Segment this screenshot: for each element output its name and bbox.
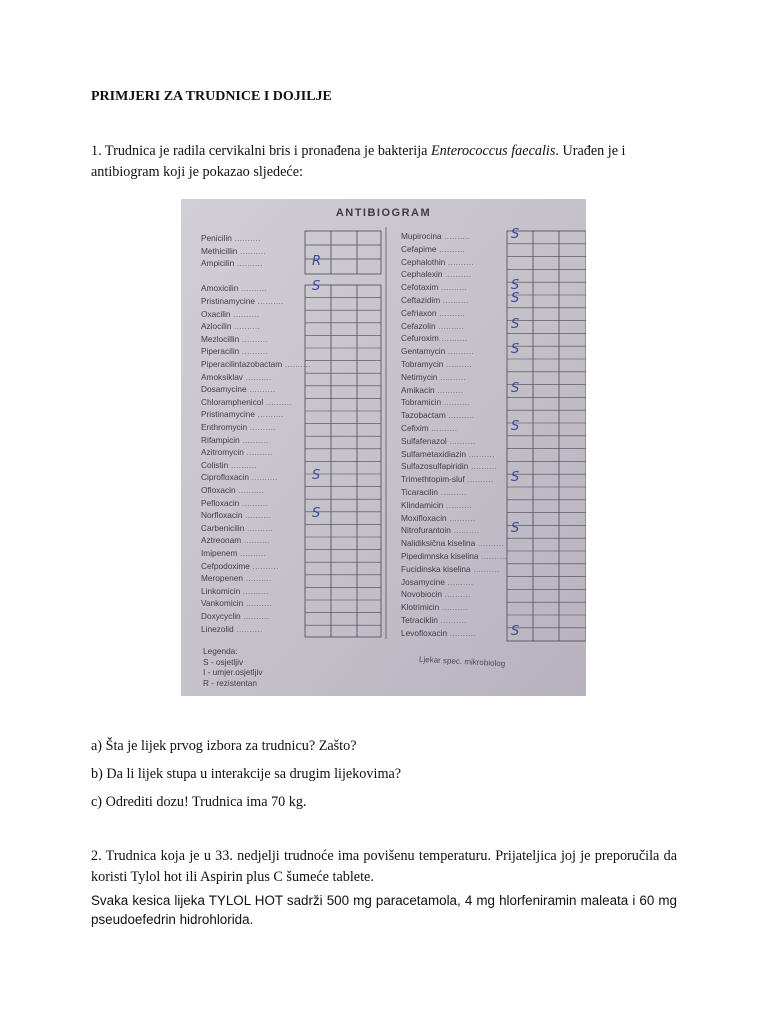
dot-leader: .......... [237, 245, 267, 256]
dot-leader: .......... [242, 510, 272, 521]
antibiotic-row [401, 601, 468, 613]
antibiotic-row [201, 257, 263, 269]
dot-leader: .......... [441, 231, 471, 241]
antibiotic-row [401, 550, 507, 562]
dot-leader: .......... [263, 396, 292, 407]
antibiotic-name: Ofloxacin [201, 485, 236, 495]
dot-leader: .......... [239, 497, 268, 508]
antibiotic-name: Cefazolin [401, 320, 436, 331]
question-a: a) Šta je lijek prvog izbora za trudnicu? Zašto? [91, 738, 357, 754]
antibiotic-row [201, 610, 269, 622]
antibiotic-name: Imipenem [201, 548, 238, 558]
dot-leader: .......... [247, 422, 276, 432]
antibiotic-row [401, 294, 469, 306]
antibiotic-row [401, 627, 476, 639]
sensitivity-mark: S [511, 291, 520, 306]
antibiotic-row [201, 345, 268, 357]
antibiotic-row [401, 320, 464, 332]
antibiotic-row [201, 623, 262, 635]
dot-leader: .......... [246, 384, 276, 395]
question-2: 2. Trudnica koja je u 33. nedjelji trudnoće ima povišenu temperaturu. Prijateljica joj je preporučila da koristi Tylol hot ili Aspirin plus C šumeće tablete. [91, 848, 677, 885]
sensitivity-mark: S [511, 342, 520, 358]
dot-leader: .......... [239, 333, 268, 344]
dot-leader: .......... [240, 585, 269, 596]
antibiotic-name: Amoxicilin [201, 283, 239, 294]
dot-leader: .......... [434, 384, 464, 395]
dot-leader: .......... [239, 346, 268, 357]
sensitivity-mark: S [312, 506, 321, 522]
dot-leader: .......... [443, 359, 473, 369]
antibiotic-name: Pristinamycine [201, 296, 255, 306]
antibiotic-row [401, 537, 504, 549]
dot-leader: .......... [466, 448, 495, 459]
antibiotic-row [401, 256, 474, 268]
antibiotic-name: Aztreonam [201, 535, 242, 546]
antibiotic-name: Amoksiklav [201, 371, 243, 382]
antibiotic-row [201, 282, 267, 294]
antibiogram-photo [181, 199, 586, 696]
question-1-text: 1. Trudnica je radila cervikalni bris i pronađena je bakterija [91, 143, 431, 159]
dot-leader: .......... [235, 485, 265, 495]
antibiotic-row [401, 499, 472, 511]
antibiotic-row [201, 585, 269, 597]
antibiotic-row [401, 422, 457, 434]
antibiotic-row [201, 471, 278, 483]
antibiotic-name: Penicilin [201, 233, 232, 243]
sensitivity-mark: S [511, 419, 520, 434]
antibiotic-row [401, 281, 467, 293]
antibiotic-row [201, 333, 268, 345]
signature-label: Ljekar spec. mikrobiolog [418, 654, 506, 669]
sensitivity-mark: S [511, 623, 520, 639]
antibiotic-name: Mezlocillin [201, 333, 240, 344]
antibiotic-row [201, 421, 276, 433]
dot-leader: .......... [446, 435, 476, 446]
dot-leader: .......... [231, 321, 261, 332]
legend-title: Legenda: [203, 646, 238, 656]
antibiotic-name: Linezolid [201, 623, 234, 634]
antibiotic-row [201, 497, 268, 509]
antibiotic-name: Linkomicin [201, 585, 241, 596]
antibiotic-name: Klindamicin [401, 499, 444, 510]
dot-leader: .......... [234, 258, 263, 269]
antibiotic-row [401, 409, 474, 421]
dot-leader: .......... [437, 615, 467, 625]
antibiotic-name: Methicillin [201, 245, 238, 256]
antibiotic-name: Oxacilin [201, 308, 231, 319]
dot-leader: .......... [437, 371, 467, 382]
antibiotic-row [401, 588, 471, 600]
dot-leader: .......... [464, 474, 494, 485]
antibiotic-row [401, 396, 470, 408]
antibiotic-name: Chloramphenicol [201, 396, 264, 407]
antibiotic-name: Pristinamycine [201, 409, 255, 420]
antibiotic-name: Piperacilintazobactam [201, 359, 283, 369]
dot-leader: .......... [444, 576, 474, 587]
dot-leader: .......... [435, 320, 465, 331]
antibiotic-row [401, 230, 470, 242]
dot-leader: .......... [231, 233, 261, 243]
antibiotic-row [201, 534, 270, 546]
antibiotic-name: Norfloxacin [201, 510, 243, 521]
antibiotic-name: Cefuroxim [401, 333, 439, 344]
dot-leader: .......... [445, 410, 475, 421]
antibiotic-name: Cephalexin [401, 269, 443, 280]
page-title: PRIMJERI ZA TRUDNICE I DOJILJE [91, 89, 332, 104]
antibiotic-row [401, 345, 474, 357]
dot-leader: .......... [475, 538, 504, 549]
dot-leader: .......... [436, 307, 466, 318]
antibiotic-name: Amikacin [401, 384, 435, 395]
question-1 [91, 141, 677, 183]
antibiotic-row [201, 434, 268, 446]
antibiotic-row [201, 295, 284, 307]
antibiotic-row [201, 383, 275, 395]
question-2-detail: Svaka kesica lijeka TYLOL HOT sadrži 500 mg paracetamola, 4 mg hlorfeniramin maleata i 60 mg pseudoefedrin hidrohlorida. [91, 893, 677, 927]
antibiotic-name: Josamycine [401, 576, 445, 587]
antibiotic-row [201, 484, 264, 496]
dot-leader: .......... [446, 512, 476, 523]
antibiotic-name: Tetraciklin [401, 615, 438, 625]
antibiotic-name: Pefloxacin [201, 497, 240, 508]
antibiotic-row [401, 512, 475, 524]
dot-leader: .......... [445, 256, 474, 267]
antibiotic-row [401, 614, 467, 626]
dot-leader: .......... [436, 243, 466, 254]
question-c: c) Odrediti dozu! Trudnica ima 70 kg. [91, 794, 307, 810]
dot-leader: .......... [243, 598, 272, 609]
antibiotic-name: Levofloxacin [401, 627, 448, 638]
dot-leader: .......... [237, 548, 267, 558]
antibiotic-row [201, 232, 261, 244]
antibiotic-name: Fucidinska kiselina [401, 563, 471, 574]
antibiotic-row [201, 572, 272, 584]
antibiotic-name: Ceftazidim [401, 295, 441, 305]
antibiotic-row [201, 320, 260, 332]
antibiotic-name: Sulfazosulfapiridin [401, 461, 469, 472]
antibiotic-row [401, 243, 465, 255]
antibiotic-name: Pipedimnska kiselina [401, 551, 479, 561]
antibiotic-name: Doxycyclin [201, 611, 241, 621]
antibiotic-row [201, 597, 272, 609]
dot-leader: .......... [242, 371, 272, 382]
sensitivity-mark: S [511, 521, 520, 537]
antibiotic-row [201, 560, 279, 572]
sensitivity-mark: S [511, 316, 520, 332]
dot-leader: .......... [439, 602, 468, 613]
antibiotic-name: Netimycin [401, 371, 438, 382]
antibiotic-name: Cefriaxon [401, 307, 437, 318]
dot-leader: .......... [242, 573, 272, 584]
dot-leader: .......... [438, 282, 468, 293]
dot-leader: .......... [239, 434, 269, 445]
antibiotic-name: Ampicilin [201, 258, 235, 269]
question-1-text-end: . Urađen je i antibiogram koji je pokazao sljedeće: [91, 143, 626, 180]
dot-leader: .......... [254, 296, 284, 306]
dot-leader: .......... [244, 522, 274, 533]
dot-leader: .......... [438, 487, 467, 497]
antibiotic-name: Meropenen [201, 573, 243, 584]
sensitivity-mark: S [511, 380, 520, 396]
antibiotic-name: Colistin [201, 459, 229, 470]
antibiotic-name: Dosamycine [201, 384, 247, 395]
antibiotic-row [201, 522, 273, 534]
antibiotic-name: Vankomicin [201, 598, 244, 609]
dot-leader: .......... [228, 459, 257, 470]
legend-item: R - rezistentan [203, 677, 257, 688]
antibiotic-row [201, 509, 271, 521]
antibiotic-name: Tobramycin [401, 359, 444, 369]
antibiotic-row [201, 459, 257, 471]
antibiotic-name: Cephalothin [401, 256, 446, 267]
sensitivity-mark: S [511, 278, 520, 294]
antibiotic-row [401, 576, 473, 588]
dot-leader: .......... [442, 589, 471, 600]
sensitivity-mark: S [312, 279, 321, 295]
antibiotic-row [401, 460, 497, 472]
antibiotic-name: Enthromycin [201, 422, 248, 432]
sensitivity-mark: S [511, 470, 520, 486]
antibiotic-row [401, 563, 499, 575]
antibiotic-row [201, 408, 284, 420]
antibiotic-name: Sulfametaxidiazin [401, 448, 467, 459]
antibiotic-name: Mupirocina [401, 231, 442, 241]
sensitivity-mark: S [511, 227, 520, 242]
antibiotic-row [401, 448, 495, 460]
dot-leader: .......... [238, 283, 268, 294]
dot-leader: .......... [447, 627, 476, 638]
dot-leader: .......... [443, 499, 473, 510]
antibiotic-row [401, 307, 465, 319]
antibiotic-row [401, 524, 479, 536]
antibiotic-name: Azlocilin [201, 321, 232, 332]
antibiotic-name: Cefapime [401, 243, 437, 254]
antibiotic-name: Nitrofurantoin [401, 525, 451, 536]
antibiotic-name: Tazobactam [401, 410, 446, 421]
dot-leader: .......... [249, 560, 279, 571]
legend-item: I - umjer.osjetljiv [203, 667, 263, 677]
dot-leader: .......... [254, 409, 284, 420]
dot-leader: .......... [240, 611, 270, 621]
antibiotic-row [401, 384, 463, 396]
antibiotic-name: Cefpodoxime [201, 560, 250, 571]
antibiotic-name: Klotrimicin [401, 602, 440, 613]
antibiotic-name: Piperacilin [201, 346, 240, 357]
dot-leader: .......... [478, 551, 508, 561]
antibiotic-row [401, 332, 467, 344]
legend [203, 646, 262, 688]
legend-item: S - osjetljiv [203, 656, 244, 667]
antibiotic-row [401, 473, 493, 485]
antibiotic-name: Ticaracilin [401, 487, 439, 497]
dot-leader: .......... [441, 397, 470, 408]
antibiotic-name: Trimethtopim-sluf [401, 474, 465, 485]
dot-leader: .......... [442, 269, 472, 280]
dot-leader: .......... [438, 333, 468, 344]
question-b: b) Da li lijek stupa u interakcije sa drugim lijekovima? [91, 766, 402, 782]
dot-leader: .......... [282, 359, 311, 369]
antibiotic-row [401, 268, 471, 280]
antibiotic-name: Ciprofloxacin [201, 472, 249, 483]
antibiotic-name: Cefotaxim [401, 282, 439, 293]
dot-leader: .......... [233, 623, 263, 634]
dot-leader: .......... [230, 308, 260, 319]
antibiotic-row [401, 371, 466, 383]
antibiotic-row [401, 486, 467, 498]
antibiotic-name: Sulfafenazol [401, 435, 447, 446]
dot-leader: .......... [241, 535, 270, 546]
dot-leader: .......... [248, 472, 278, 483]
antibiotic-name: Carbenicilin [201, 522, 245, 533]
dot-leader: .......... [450, 525, 480, 536]
antibiotic-row [401, 435, 475, 447]
antibiotic-name: Gentamycin [401, 346, 446, 357]
antibiotic-row [201, 547, 266, 559]
dot-leader: .......... [243, 447, 273, 458]
antibiotic-row [401, 358, 472, 370]
antibiogram-title: ANTIBIOGRAM [335, 207, 432, 219]
dot-leader: .......... [470, 563, 500, 574]
antibiotic-row [201, 245, 266, 257]
antibiotic-name: Tobramicin [401, 397, 442, 408]
antibiotic-row [201, 396, 292, 408]
sensitivity-mark: S [312, 468, 321, 484]
sensitivity-mark: R [312, 254, 322, 270]
antibiotic-name: Rifampicin [201, 434, 240, 445]
antibiotic-name: Moxifloxacin [401, 512, 447, 523]
antibiotic-name: Cefixim [401, 423, 429, 433]
antibiotic-name: Novobiocin [401, 589, 443, 600]
antibiotic-name: Nalidiksična kiselina [401, 538, 476, 549]
dot-leader: .......... [468, 461, 498, 472]
bacteria-name: Enterococcus faecalis [431, 143, 556, 159]
antibiotic-name: Azitromycin [201, 447, 244, 458]
dot-leader: .......... [428, 423, 458, 433]
antibiotic-row [201, 308, 259, 320]
dot-leader: .......... [440, 295, 469, 305]
antibiotic-row [201, 371, 272, 383]
antibiotic-row [201, 358, 311, 370]
dot-leader: .......... [445, 346, 474, 357]
antibiotic-row [201, 446, 273, 458]
